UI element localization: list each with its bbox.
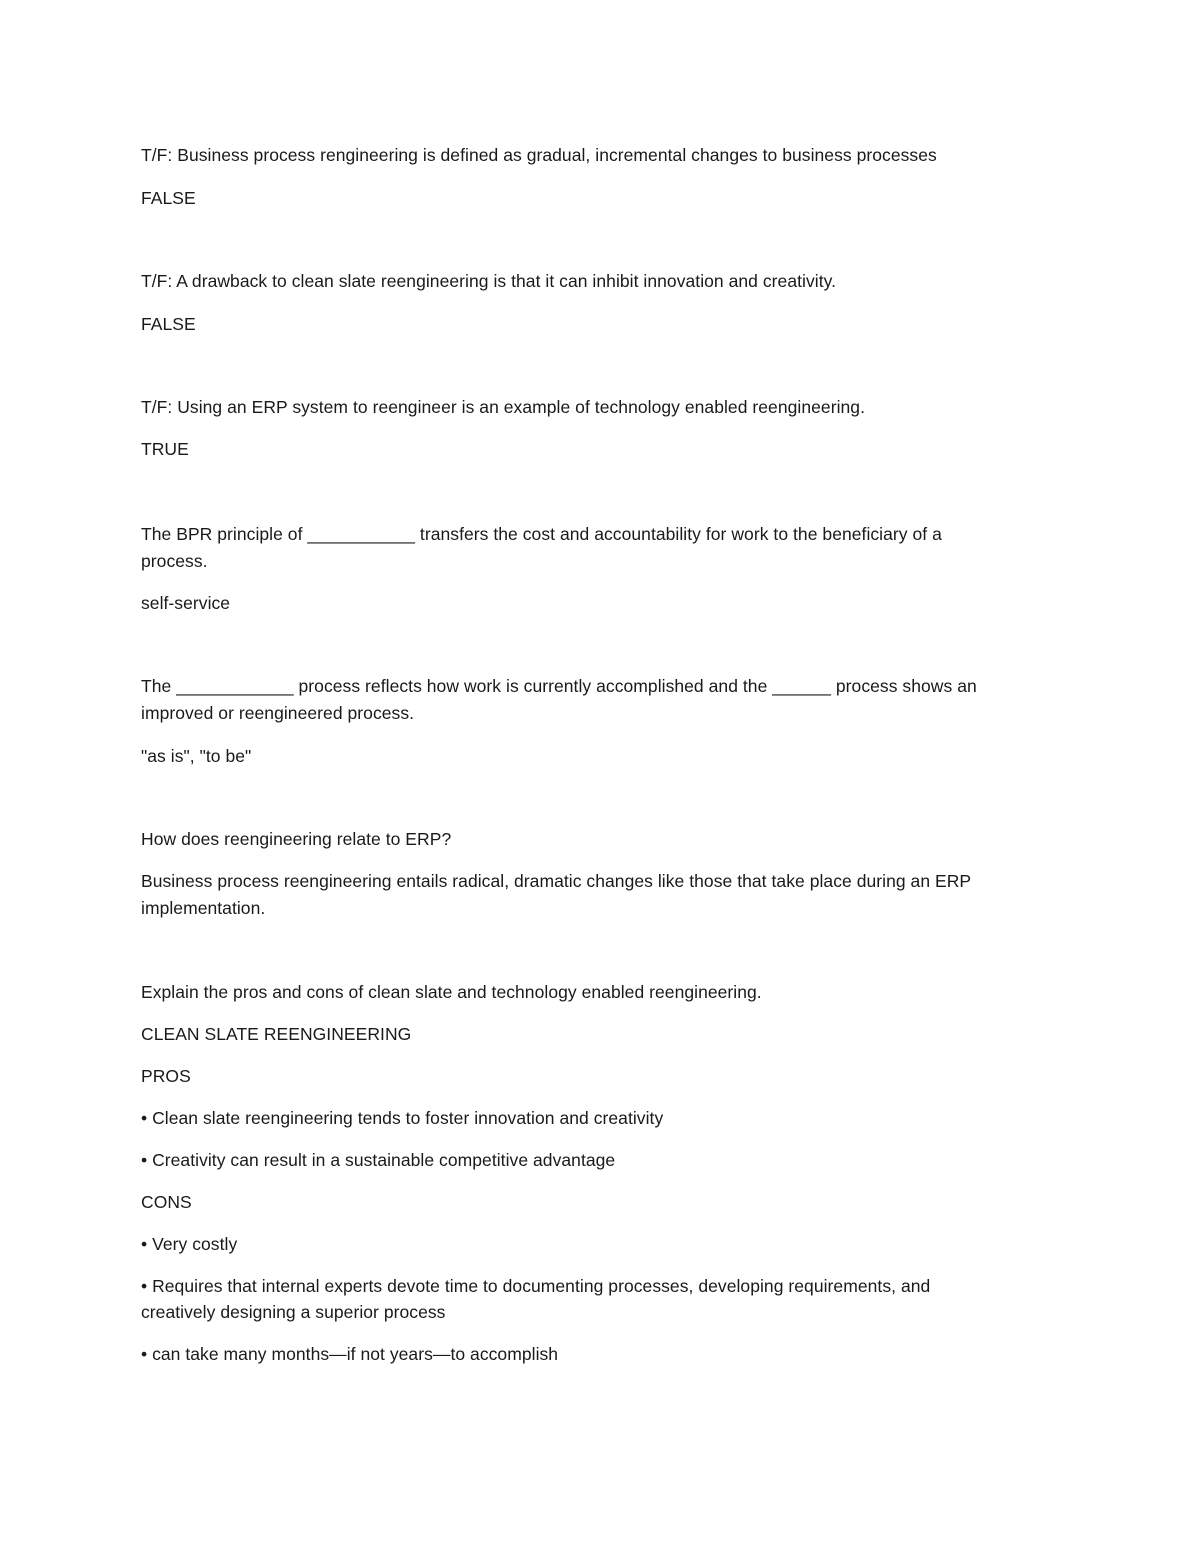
pros-list-item: • Clean slate reengineering tends to foster innovation and creativity <box>141 1108 664 1128</box>
question-text-continued: improved or reengineered process. <box>141 703 415 723</box>
pros-list-item: • Creativity can result in a sustainable competitive advantage <box>141 1150 616 1170</box>
question-text: The BPR principle of ___________ transfers the cost and accountability for work to the beneficiary of a <box>141 524 942 544</box>
answer-text: "as is", "to be" <box>141 746 252 766</box>
question-text: T/F: Business process rengineering is defined as gradual, incremental changes to business processes <box>141 145 937 165</box>
question-text: T/F: A drawback to clean slate reengineering is that it can inhibit innovation and creativity. <box>141 271 837 291</box>
question-text-continued: process. <box>141 551 208 571</box>
question-text: Explain the pros and cons of clean slate and technology enabled reengineering. <box>141 982 762 1002</box>
pros-heading: PROS <box>141 1066 191 1086</box>
cons-list-item-continued: creatively designing a superior process <box>141 1302 446 1322</box>
answer-text: FALSE <box>141 314 196 334</box>
cons-heading: CONS <box>141 1192 192 1212</box>
cons-list-item: • Requires that internal experts devote time to documenting processes, developing requirements, and <box>141 1276 931 1296</box>
question-text: The ____________ process reflects how work is currently accomplished and the ______ process shows an <box>141 676 977 696</box>
cons-list-item: • Very costly <box>141 1234 238 1254</box>
answer-text: TRUE <box>141 439 189 459</box>
answer-text: Business process reengineering entails radical, dramatic changes like those that take place during an ERP <box>141 871 972 891</box>
cons-list-item: • can take many months—if not years—to accomplish <box>141 1344 559 1364</box>
question-text: How does reengineering relate to ERP? <box>141 829 452 849</box>
question-text: T/F: Using an ERP system to reengineer is an example of technology enabled reengineering. <box>141 397 865 417</box>
section-heading: CLEAN SLATE REENGINEERING <box>141 1024 412 1044</box>
answer-text: self-service <box>141 593 231 613</box>
answer-text-continued: implementation. <box>141 898 266 918</box>
document-page <box>141 0 1071 1553</box>
answer-text: FALSE <box>141 188 196 208</box>
